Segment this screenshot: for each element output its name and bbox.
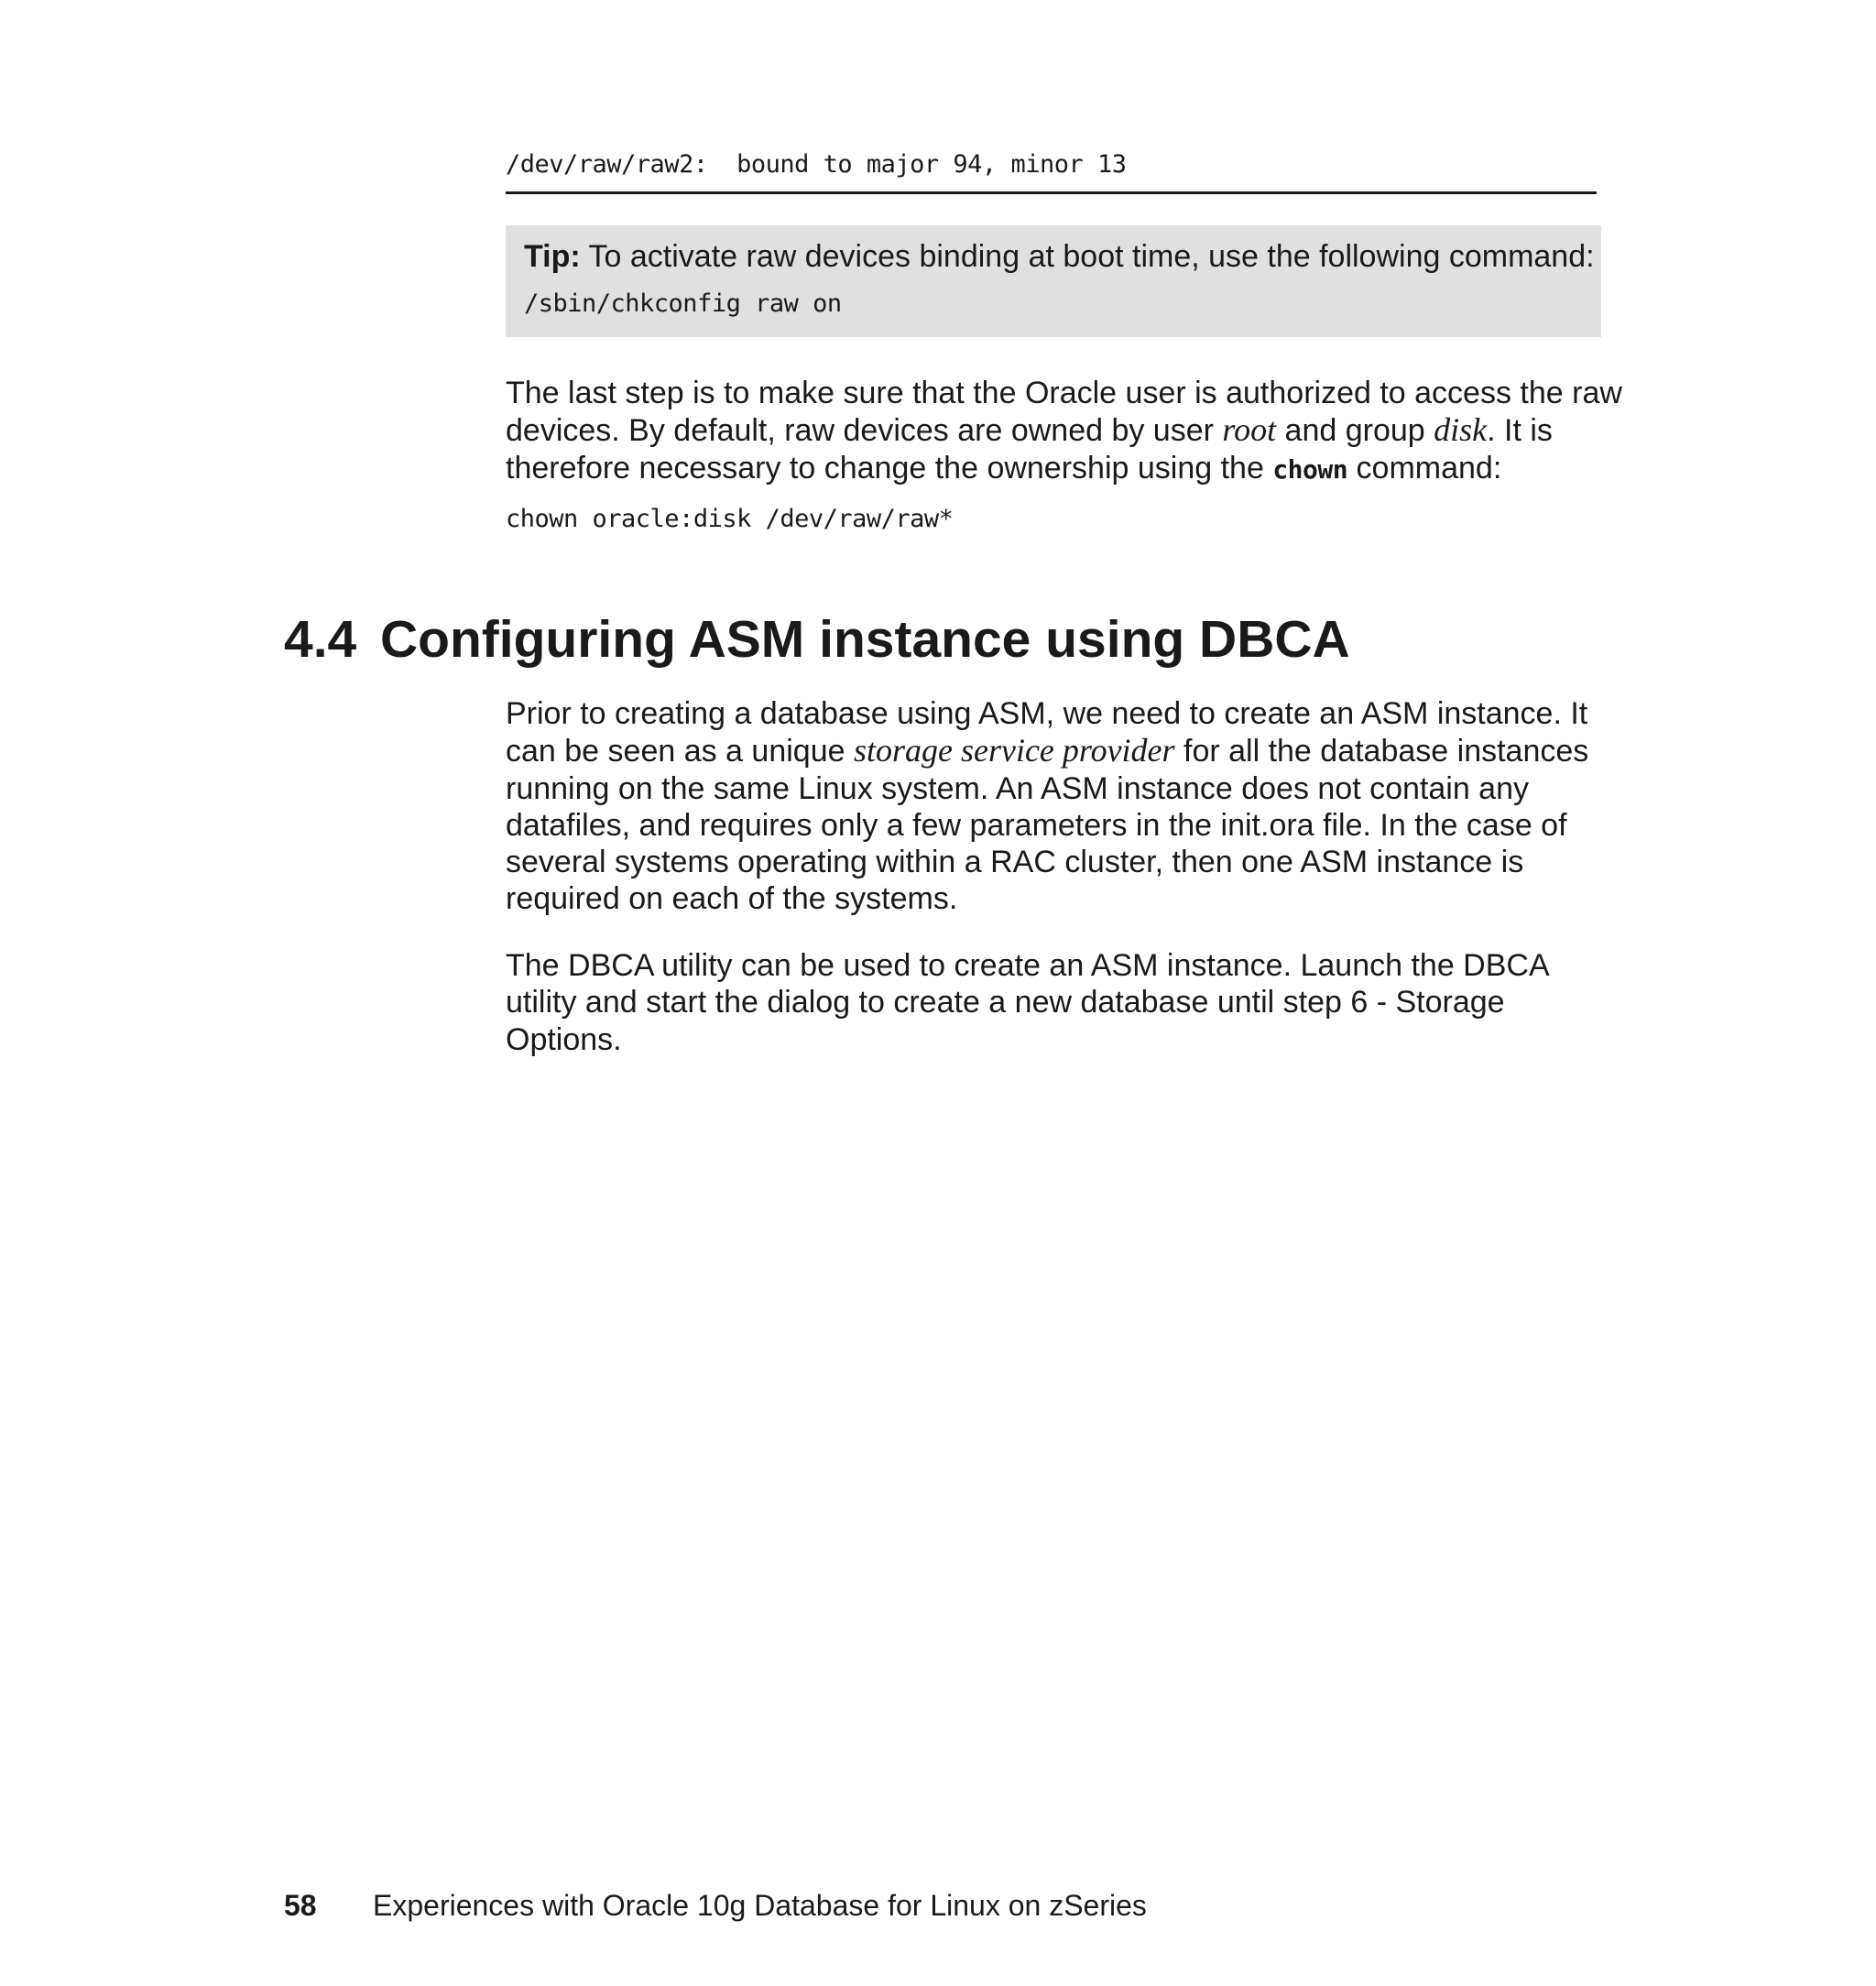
paragraph-dbca-utility [506,947,1605,1058]
book-title: Experiences with Oracle 10g Database for Linux on zSeries [373,1889,1147,1922]
paragraph-line: several systems operating within a RAC cluster, then one ASM instance is [506,845,1524,880]
paragraph-line: can be seen as a unique storage service provider for all the database instances [506,732,1589,769]
paragraph-line: datafiles, and requires only a few parameters in the init.ora file. In the case of [506,807,1567,843]
paragraph-line: therefore necessary to change the ownership using the chown command: [506,450,1502,486]
tip-box [506,225,1601,337]
tip-label: Tip: [524,239,581,274]
inline-code-chown: chown [1272,453,1348,485]
tip-command: /sbin/chkconfig raw on [524,289,842,318]
paragraph-line: The DBCA utility can be used to create an ASM instance. Launch the DBCA [506,948,1550,983]
emphasis-storage-service-provider: storage service provider [853,732,1175,769]
section-heading [284,609,1350,670]
paragraph-line: running on the same Linux system. An ASM instance does not contain any [506,770,1530,806]
paragraph-line: The last step is to make sure that the Oracle user is authorized to access the raw [506,376,1622,410]
paragraph-line: devices. By default, raw devices are owned by user root and group disk. It is [506,411,1553,449]
code-block-rule [506,191,1597,194]
emphasis-disk: disk [1434,411,1488,449]
paragraph-line: required on each of the systems. [506,881,958,917]
emphasis-root: root [1222,411,1277,449]
tip-body: To activate raw devices binding at boot time, use the following command: [580,239,1595,274]
section-title: Configuring ASM instance using DBCA [380,610,1350,669]
paragraph-line: Prior to creating a database using ASM, we need to create an ASM instance. It [506,696,1588,731]
paragraph-line: Options. [506,1021,622,1057]
section-number: 4.4 [284,610,357,669]
code-chown-command: chown oracle:disk /dev/raw/raw* [506,505,954,533]
page-number: 58 [284,1889,317,1922]
code-output-raw2: /dev/raw/raw2: bound to major 94, minor 13 [506,150,1127,179]
tip-text [524,236,1595,277]
paragraph-asm-instance [506,695,1605,918]
page-footer [284,1887,1147,1924]
paragraph-raw-ownership [506,375,1622,488]
paragraph-line: utility and start the dialog to create a new database until step 6 - Storage [506,985,1505,1020]
